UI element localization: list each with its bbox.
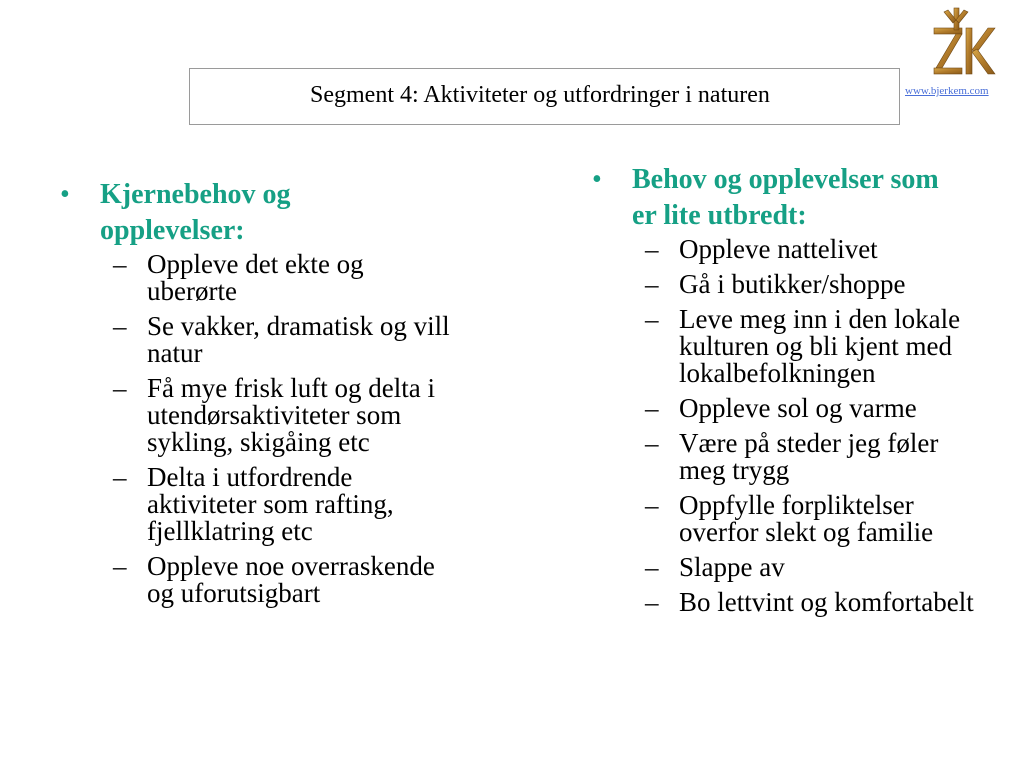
- dash-marker: –: [645, 234, 659, 264]
- right-heading: Behov og opplevelser som er lite utbredt:: [632, 164, 939, 231]
- list-item: [592, 430, 1002, 484]
- list-item: [60, 251, 470, 305]
- list-item: [592, 306, 1002, 387]
- list-item-text: Delta i utfordrende aktiviteter som rafting, fjellklatring etc: [147, 462, 394, 546]
- website-link[interactable]: www.bjerkem.com: [905, 85, 989, 97]
- left-list: [60, 251, 470, 607]
- left-heading-item: [60, 177, 470, 249]
- list-item-text: Få mye frisk luft og delta i utendørsaktiviteter som sykling, skigåing etc: [147, 373, 435, 457]
- list-item: [592, 554, 1002, 581]
- list-item-text: Gå i butikker/shoppe: [679, 269, 906, 299]
- dash-marker: –: [645, 269, 659, 299]
- list-item-text: Bo lettvint og komfortabelt: [679, 587, 974, 617]
- list-item-text: Oppfylle forpliktelser overfor slekt og familie: [679, 490, 934, 547]
- right-column: [592, 162, 1002, 624]
- list-item-text: Oppleve sol og varme: [679, 393, 917, 423]
- list-item: [592, 589, 1002, 616]
- dash-marker: –: [113, 462, 127, 492]
- list-item-text: Oppleve noe overraskende og uforutsigbart: [147, 551, 435, 608]
- title-box: [189, 68, 900, 125]
- list-item: [592, 492, 1002, 546]
- right-list: [592, 236, 1002, 616]
- left-heading: Kjernebehov og opplevelser:: [100, 179, 291, 246]
- list-item: [60, 313, 470, 367]
- bullet-marker: •: [592, 164, 602, 195]
- list-item: [60, 553, 470, 607]
- right-heading-item: [592, 162, 1002, 234]
- list-item: [592, 236, 1002, 263]
- bullet-marker: •: [60, 179, 70, 210]
- bjerkem-logo-icon: [930, 6, 996, 78]
- list-item-text: Oppleve nattelivet: [679, 234, 878, 264]
- left-column: [60, 177, 470, 615]
- list-item-text: Leve meg inn i den lokale kulturen og bli kjent med lokalbefolkningen: [679, 304, 961, 388]
- list-item-text: Slappe av: [679, 552, 785, 582]
- list-item: [60, 375, 470, 456]
- dash-marker: –: [645, 428, 659, 458]
- dash-marker: –: [113, 249, 127, 279]
- dash-marker: –: [645, 393, 659, 423]
- dash-marker: –: [113, 373, 127, 403]
- dash-marker: –: [645, 490, 659, 520]
- list-item-text: Oppleve det ekte og uberørte: [147, 249, 364, 306]
- dash-marker: –: [645, 552, 659, 582]
- list-item-text: Være på steder jeg føler meg trygg: [679, 428, 939, 485]
- dash-marker: –: [113, 551, 127, 581]
- list-item: [592, 271, 1002, 298]
- list-item-text: Se vakker, dramatisk og vill natur: [147, 311, 450, 368]
- slide-title: Segment 4: Aktiviteter og utfordringer i naturen: [310, 82, 770, 108]
- dash-marker: –: [113, 311, 127, 341]
- dash-marker: –: [645, 304, 659, 334]
- dash-marker: –: [645, 587, 659, 617]
- list-item: [592, 395, 1002, 422]
- list-item: [60, 464, 470, 545]
